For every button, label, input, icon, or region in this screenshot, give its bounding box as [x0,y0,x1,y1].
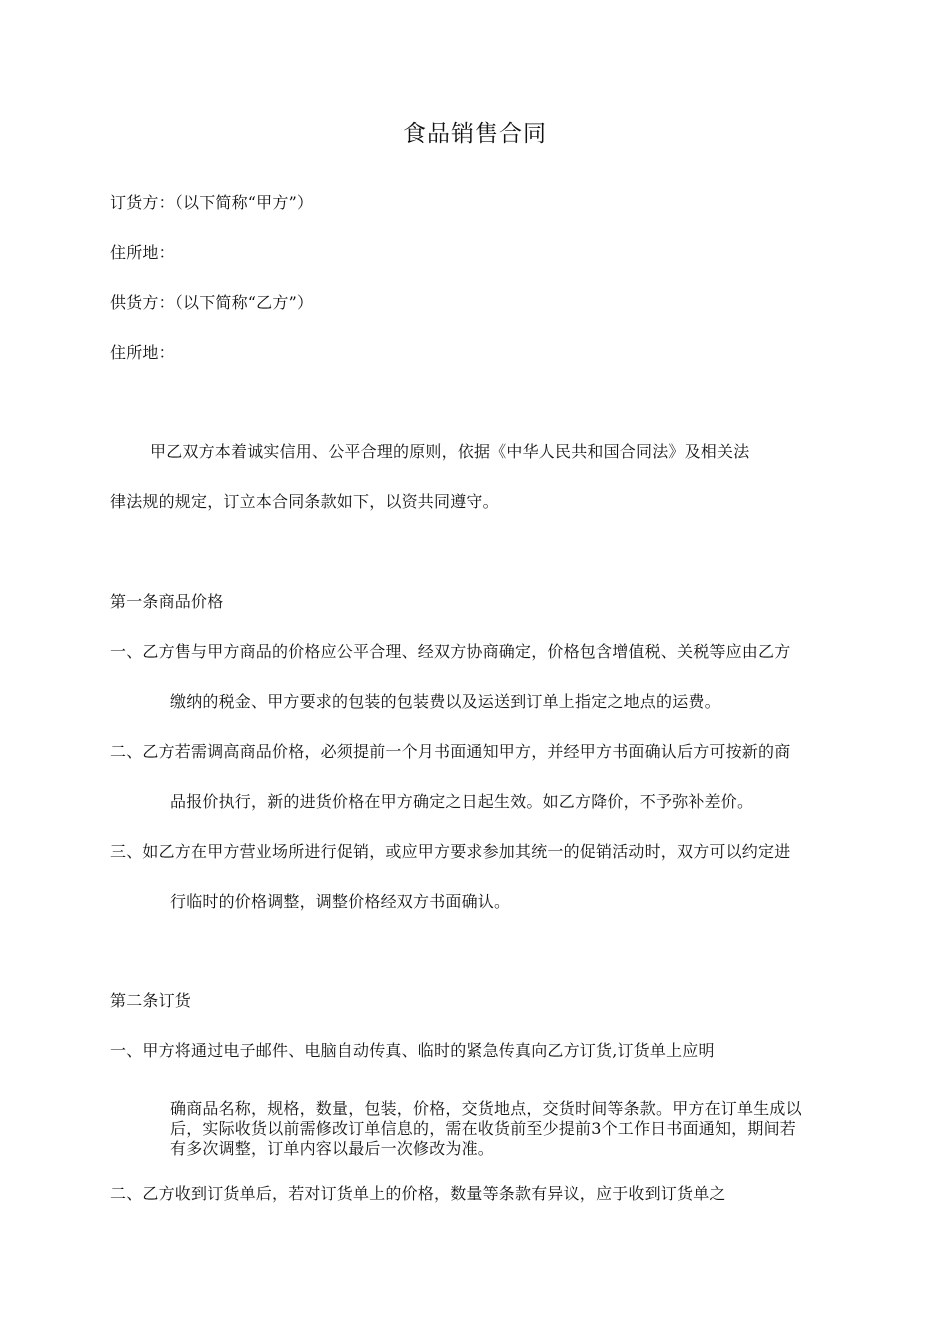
article2-item1-line1: 一、甲方将通过电子邮件、电脑自动传真、临时的紧急传真向乙方订货,订货单上应明 [110,1041,715,1060]
article1-heading: 第一条商品价格 [110,592,224,611]
buyer-address-line: 住所地： [110,243,175,262]
seller-line: 供货方：（以下简称“乙方”） [110,293,314,312]
article1-item2-line1: 二、乙方若需调高商品价格，必须提前一个月书面通知甲方，并经甲方书面确认后方可按新的商 [110,742,791,761]
article2-item1-cont-3: 有多次调整，订单内容以最后一次修改为准。 [170,1139,495,1158]
contract-title: 食品销售合同 [403,121,547,147]
buyer-line: 订货方：（以下简称“甲方”） [110,193,314,212]
preamble-line-1: 甲乙双方本着诚实信用、公平合理的原则，依据《中华人民共和国合同法》及相关法 [150,442,750,461]
article2-item1-cont-1: 确商品名称，规格，数量，包装，价格，交货地点，交货时间等条款。甲方在订单生成以 [170,1099,802,1118]
article1-item3-line1: 三、如乙方在甲方营业场所进行促销，或应甲方要求参加其统一的促销活动时，双方可以约定进 [110,842,791,861]
article1-item1-line2: 缴纳的税金、甲方要求的包装的包装费以及运送到订单上指定之地点的运费。 [170,692,721,711]
article2-item1-cont-2: 后，实际收货以前需修改订单信息的，需在收货前至少提前3个工作日书面通知，期间若 [170,1119,796,1138]
article2-item2-line1: 二、乙方收到订货单后，若对订货单上的价格，数量等条款有异议，应于收到订货单之 [110,1184,726,1203]
article1-item3-line2: 行临时的价格调整，调整价格经双方书面确认。 [170,892,511,911]
preamble-line-2: 律法规的规定，订立本合同条款如下，以资共同遵守。 [110,492,499,511]
seller-address-line: 住所地： [110,343,175,362]
article2-heading: 第二条订货 [110,991,192,1010]
article1-item2-line2: 品报价执行，新的进货价格在甲方确定之日起生效。如乙方降价，不予弥补差价。 [170,792,754,811]
article1-item1-line1: 一、乙方售与甲方商品的价格应公平合理、经双方协商确定，价格包含增值税、关税等应由乙方 [110,642,791,661]
